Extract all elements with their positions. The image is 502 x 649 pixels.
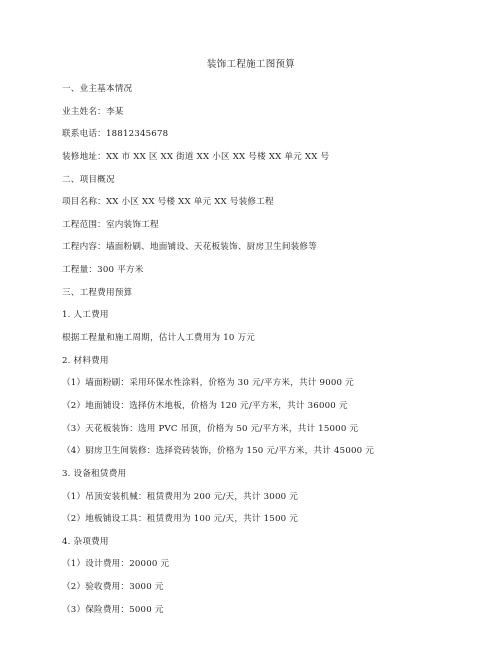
owner-name: 业主姓名：李某 [62,106,124,117]
subheading-material-cost: 2. 材料费用 [62,355,109,366]
document-title: 装饰工程施工图预算 [206,59,296,70]
subheading-labor-cost: 1. 人工费用 [62,310,109,321]
equipment-item-ceiling-machine: （1）吊顶安装机械：租赁费用为 200 元/天，共计 3000 元 [62,491,299,502]
section-heading-cost-budget: 三、工程费用预算 [62,287,133,298]
owner-address: 装修地址：XX 市 XX 区 XX 街道 XX 小区 XX 号楼 XX 单元 XX 号 [62,151,330,162]
misc-item-design: （1）设计费用：20000 元 [62,559,170,570]
labor-cost-text: 根据工程量和施工周期，估计人工费用为 10 万元 [62,333,256,344]
misc-item-acceptance: （2）验收费用：3000 元 [62,582,164,593]
owner-phone: 联系电话：18812345678 [62,129,169,140]
subheading-misc-cost: 4. 杂项费用 [62,536,109,547]
project-content: 工程内容：墙面粉刷、地面铺设、天花板装饰、厨房卫生间装修等 [62,242,318,253]
material-item-ceiling: （3）天花板装饰：选用 PVC 吊顶，价格为 50 元/平方米，共计 15000 元 [62,423,359,434]
section-heading-owner-info: 一、业主基本情况 [62,84,133,94]
project-quantity: 工程量：300 平方米 [62,265,144,276]
material-item-kitchen-bath: （4）厨房卫生间装修：选择瓷砖装饰，价格为 150 元/平方米，共计 45000 元 [62,446,375,457]
subheading-equipment-rental: 3. 设备租赁费用 [62,468,127,479]
document-body [62,78,482,621]
material-item-wall-paint: （1）墙面粉刷：采用环保水性涂料，价格为 30 元/平方米，共计 9000 元 [62,378,354,389]
material-item-flooring: （2）地面铺设：选择仿木地板，价格为 120 元/平方米，共计 36000 元 [62,400,348,411]
project-scope: 工程范围：室内装饰工程 [62,219,159,230]
project-name: 项目名称：XX 小区 XX 号楼 XX 单元 XX 号装修工程 [62,197,274,208]
equipment-item-floor-tools: （2）地板铺设工具：租赁费用为 100 元/天，共计 1500 元 [62,514,299,525]
section-heading-project-overview: 二、项目概况 [62,174,115,185]
misc-item-insurance: （3）保险费用：5000 元 [62,604,164,615]
